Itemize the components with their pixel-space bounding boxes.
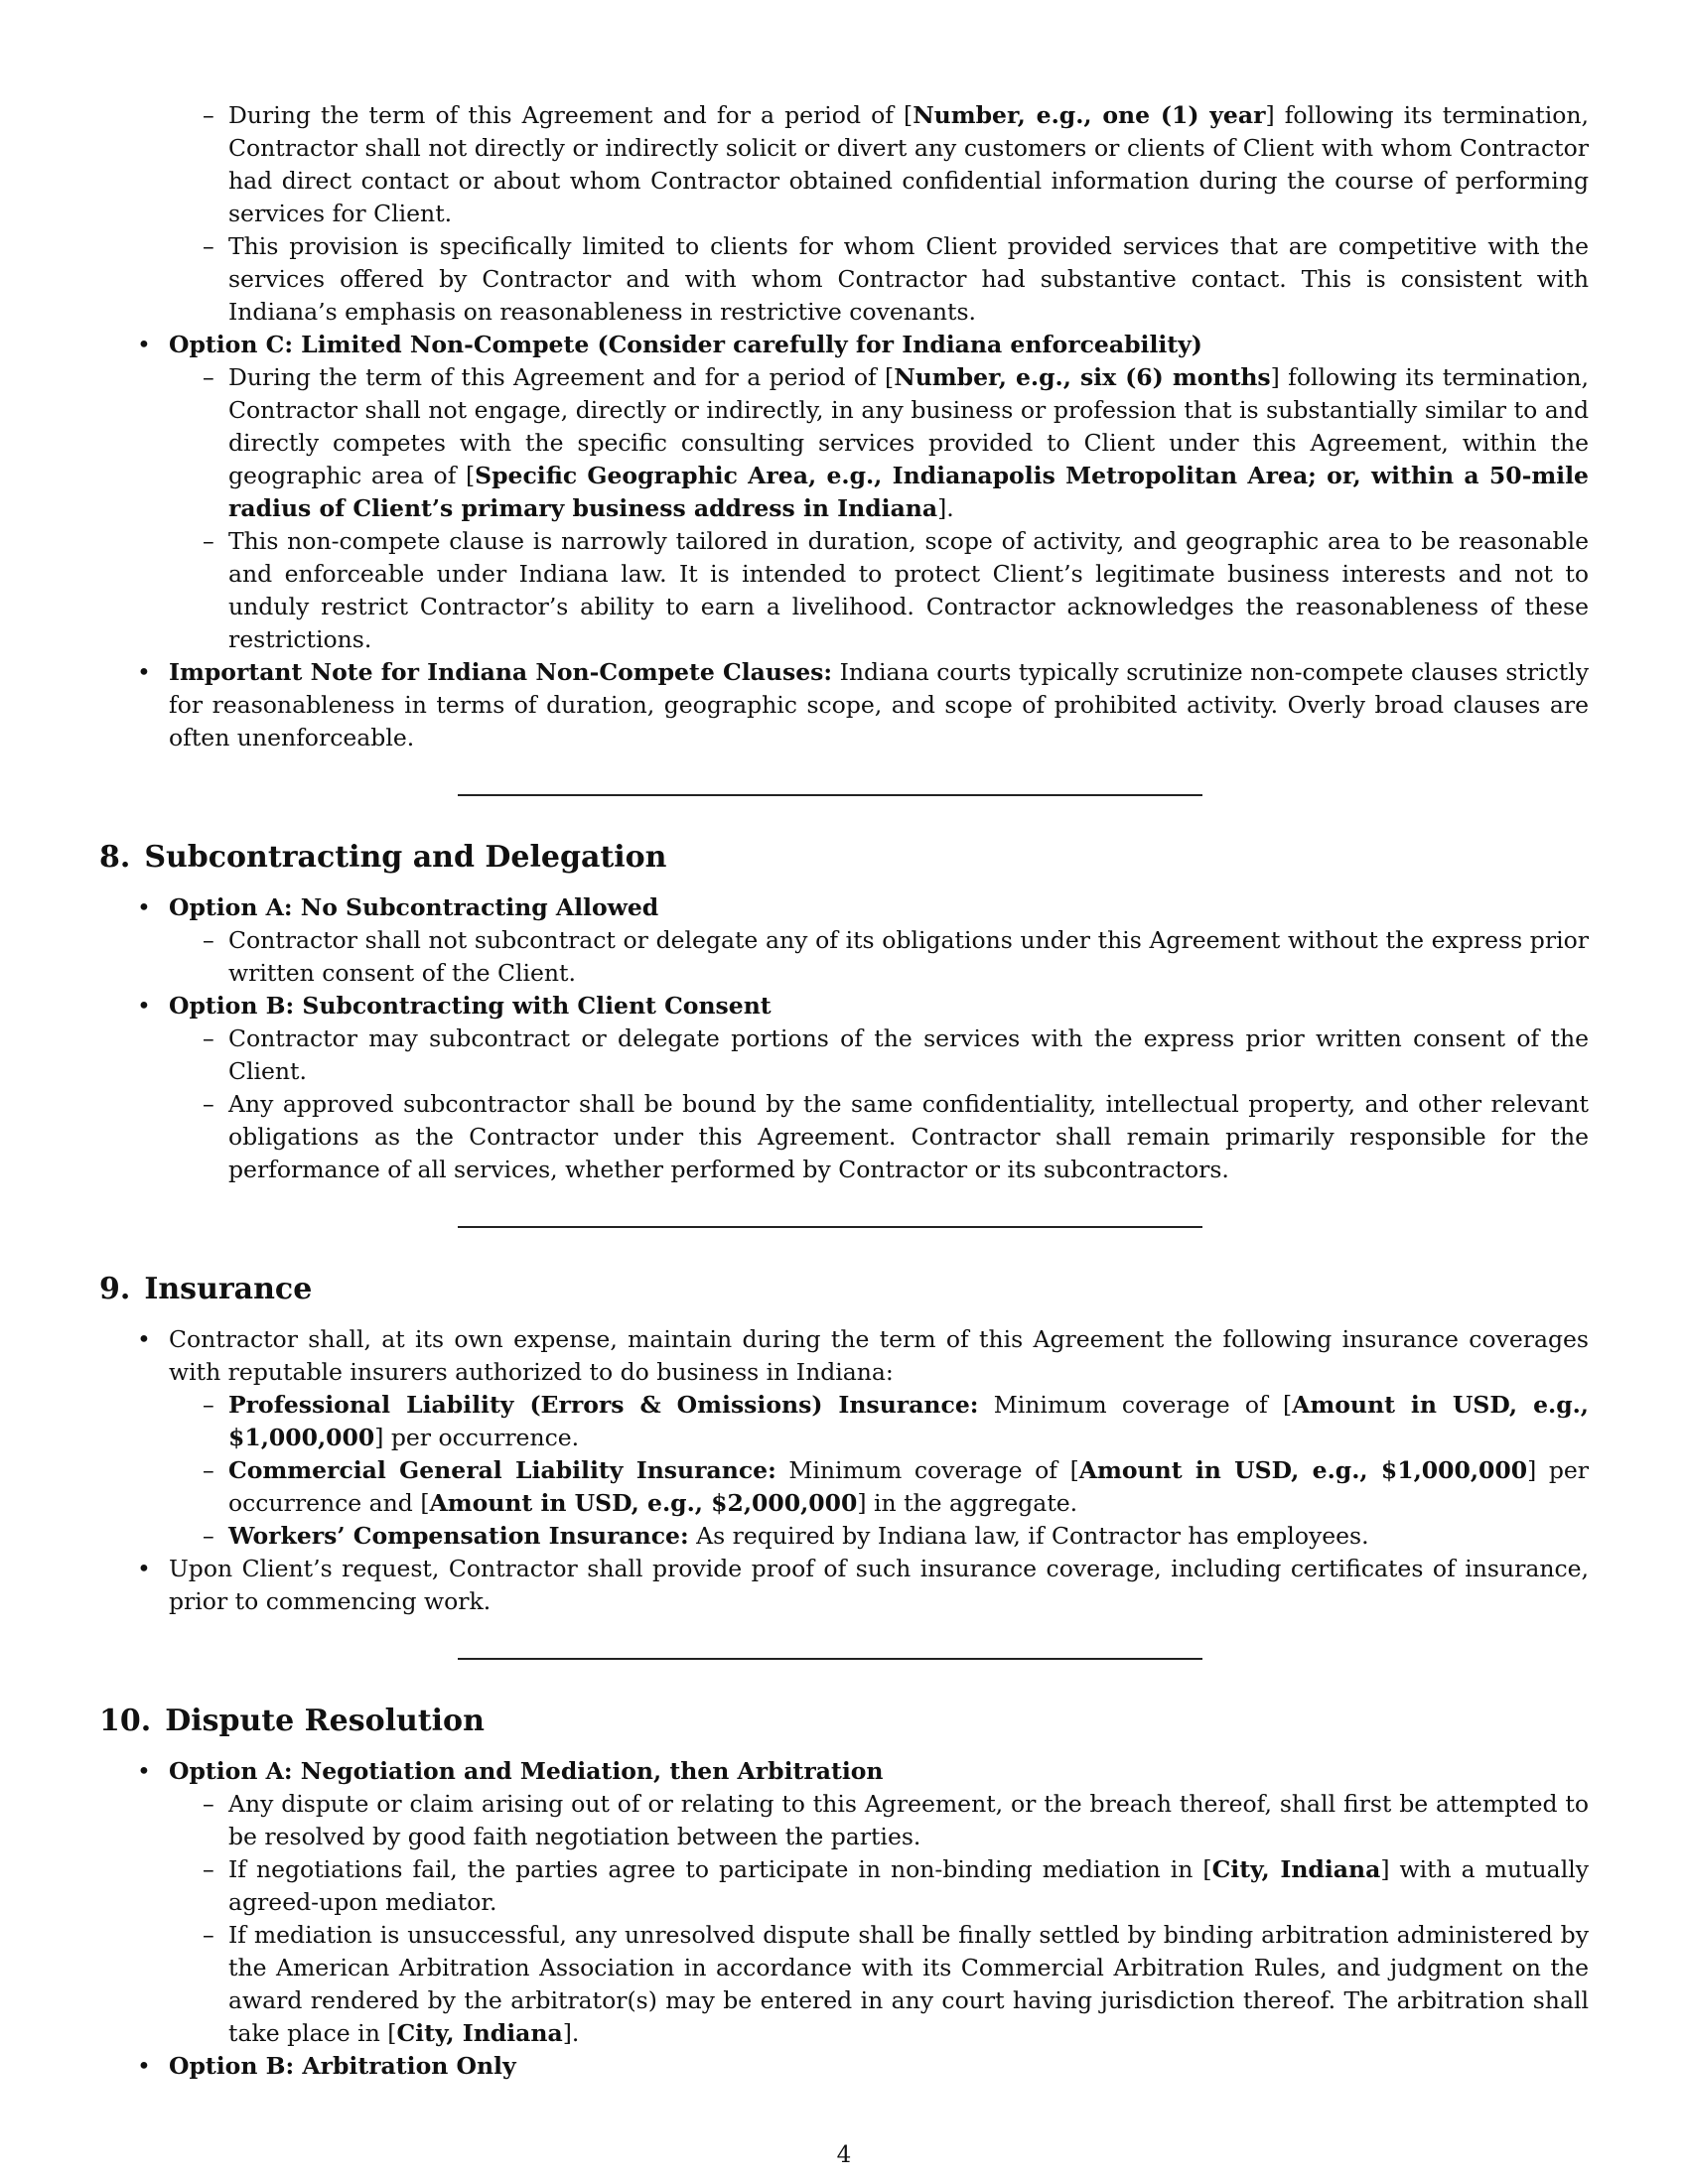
noncompete-note-item: • Important Note for Indiana Non-Compete Clauses: Indiana courts typically scrutinize non-compete clauses strictly for reasonableness in terms of duration, geographic scope, and scope of prohibited activity. Overly broad clauses are often unenforceable.	[99, 656, 1589, 754]
option-a-item: • Option A: Negotiation and Mediation, then Arbitration – Any dispute or claim arising out of or relating to this Agreement, or the breach thereof, shall first be attempted to be resolved by good faith negotiation between the parties. – If negotiations fail, the parties agree to participate in non-binding mediation in [City, Indiana] with a mutually agreed-upon mediator. – If mediation is unsuccessful, any unresolved dispute shall be finally settled by binding arbitration administered by the American Arbitration Association in accordance with its Commercial Arbitration Rules, and judgment on the award rendered by the arbitrator(s) may be entered in any court having jurisdiction thereof. The arbitration shall take place in [City, Indiana].	[99, 1755, 1589, 2050]
list-item: – This non-compete clause is narrowly tailored in duration, scope of activity, and geographic area to be reasonable and enforceable under Indiana law. It is intended to protect Client’s legitimate business interests and not to unduly restrict Contractor’s ability to earn a livelihood. Contractor acknowledges the reasonableness of these restrictions.	[169, 525, 1589, 656]
list-item: – Any dispute or claim arising out of or relating to this Agreement, or the breach thereof, shall first be attempted to be resolved by good faith negotiation between the parties.	[169, 1788, 1589, 1853]
list-item: – During the term of this Agreement and for a period of [Number, e.g., six (6) months] following its termination, Contractor shall not engage, directly or indirectly, in any business or profession that is substantially similar to and directly competes with the specific consulting services provided to Client under this Agreement, within the geographic area of [Specific Geographic Area, e.g., Indianapolis Metropolitan Area; or, within a 50-mile radius of Client’s primary business address in Indiana].	[169, 361, 1589, 525]
note-label: Important Note for Indiana Non-Compete Clauses:	[169, 658, 833, 686]
option-a-item: • Option A: No Subcontracting Allowed – Contractor shall not subcontract or delegate any of its obligations under this Agreement without the express prior written consent of the Client.	[99, 891, 1589, 990]
continued-sublist	[169, 99, 1589, 329]
list-item: – Professional Liability (Errors & Omissions) Insurance: Minimum coverage of [Amount in USD, e.g., $1,000,000] per occurrence.	[169, 1389, 1589, 1454]
option-a-sublist	[99, 1788, 1589, 2050]
section-8-list	[99, 891, 1589, 1186]
list-item: – This provision is specifically limited to clients for whom Client provided services that are competitive with the services offered by Contractor and with whom Contractor had substantive contact. This is consistent with Indiana’s emphasis on reasonableness in restrictive covenants.	[169, 230, 1589, 329]
option-b-sublist	[99, 1023, 1589, 1186]
section-10-list	[99, 1755, 1589, 2083]
list-item: – Contractor may subcontract or delegate portions of the services with the express prior written consent of the Client.	[169, 1023, 1589, 1088]
nonsolicit-options-list	[99, 329, 1589, 754]
list-item: – Contractor shall not subcontract or delegate any of its obligations under this Agreement without the express prior written consent of the Client.	[169, 924, 1589, 990]
page-number: 4	[836, 2142, 852, 2168]
option-a-sublist	[99, 924, 1589, 990]
document-page	[99, 99, 1589, 2083]
section-divider	[458, 1226, 1202, 1228]
list-item: – Workers’ Compensation Insurance: As required by Indiana law, if Contractor has employees.	[169, 1520, 1589, 1553]
section-divider	[458, 1658, 1202, 1660]
list-item: – Commercial General Liability Insurance: Minimum coverage of [Amount in USD, e.g., $1,000,000] per occurrence and [Amount in USD, e.g., $2,000,000] in the aggregate.	[169, 1454, 1589, 1520]
section-divider	[458, 794, 1202, 796]
list-item: – If negotiations fail, the parties agree to participate in non-binding mediation in [City, Indiana] with a mutually agreed-upon mediator.	[169, 1853, 1589, 1919]
section-heading-9: 9. Insurance	[99, 1272, 313, 1306]
option-c-sublist	[99, 361, 1589, 656]
option-b-item: • Option B: Arbitration Only	[99, 2050, 1589, 2083]
option-c-label: Option C: Limited Non-Compete (Consider carefully for Indiana enforceability)	[169, 331, 1202, 358]
section-heading-10: 10. Dispute Resolution	[99, 1704, 485, 1738]
option-c-item	[99, 329, 1589, 656]
option-b-item: • Option B: Subcontracting with Client Consent – Contractor may subcontract or delegate portions of the services with the express prior written consent of the Client. – Any approved subcontractor shall be bound by the same confidentiality, intellectual property, and other relevant obligations as the Contractor under this Agreement. Contractor shall remain primarily responsible for the performance of all services, whether performed by Contractor or its subcontractors.	[99, 990, 1589, 1186]
insurance-proof-item: • Upon Client’s request, Contractor shall provide proof of such insurance coverage, including certificates of insurance, prior to commencing work.	[99, 1553, 1589, 1618]
section-9-list	[99, 1323, 1589, 1618]
section-heading-8: 8. Subcontracting and Delegation	[99, 840, 667, 875]
insurance-intro-item: • Contractor shall, at its own expense, maintain during the term of this Agreement the following insurance coverages with reputable insurers authorized to do business in Indiana: – Professional Liability (Errors & Omissions) Insurance: Minimum coverage of [Amount in USD, e.g., $1,000,000] per occurrence. – Commercial General Liability Insurance: Minimum coverage of [Amount in USD, e.g., $1,000,000] per occurrence and [Amount in USD, e.g., $2,000,000] in the aggregate. – Workers’ Compensation Insurance: As required by Indiana law, if Contractor has employees.	[99, 1323, 1589, 1553]
list-item: – Any approved subcontractor shall be bound by the same confidentiality, intellectual property, and other relevant obligations as the Contractor under this Agreement. Contractor shall remain primarily responsible for the performance of all services, whether performed by Contractor or its subcontractors.	[169, 1088, 1589, 1186]
insurance-sublist	[99, 1389, 1589, 1553]
list-item: – If mediation is unsuccessful, any unresolved dispute shall be finally settled by binding arbitration administered by the American Arbitration Association in accordance with its Commercial Arbitration Rules, and judgment on the award rendered by the arbitrator(s) may be entered in any court having jurisdiction thereof. The arbitration shall take place in [City, Indiana].	[169, 1919, 1589, 2050]
list-item: – During the term of this Agreement and for a period of [Number, e.g., one (1) year] following its termination, Contractor shall not directly or indirectly solicit or divert any customers or clients of Client with whom Contractor had direct contact or about whom Contractor obtained confidential information during the course of performing services for Client.	[169, 99, 1589, 230]
